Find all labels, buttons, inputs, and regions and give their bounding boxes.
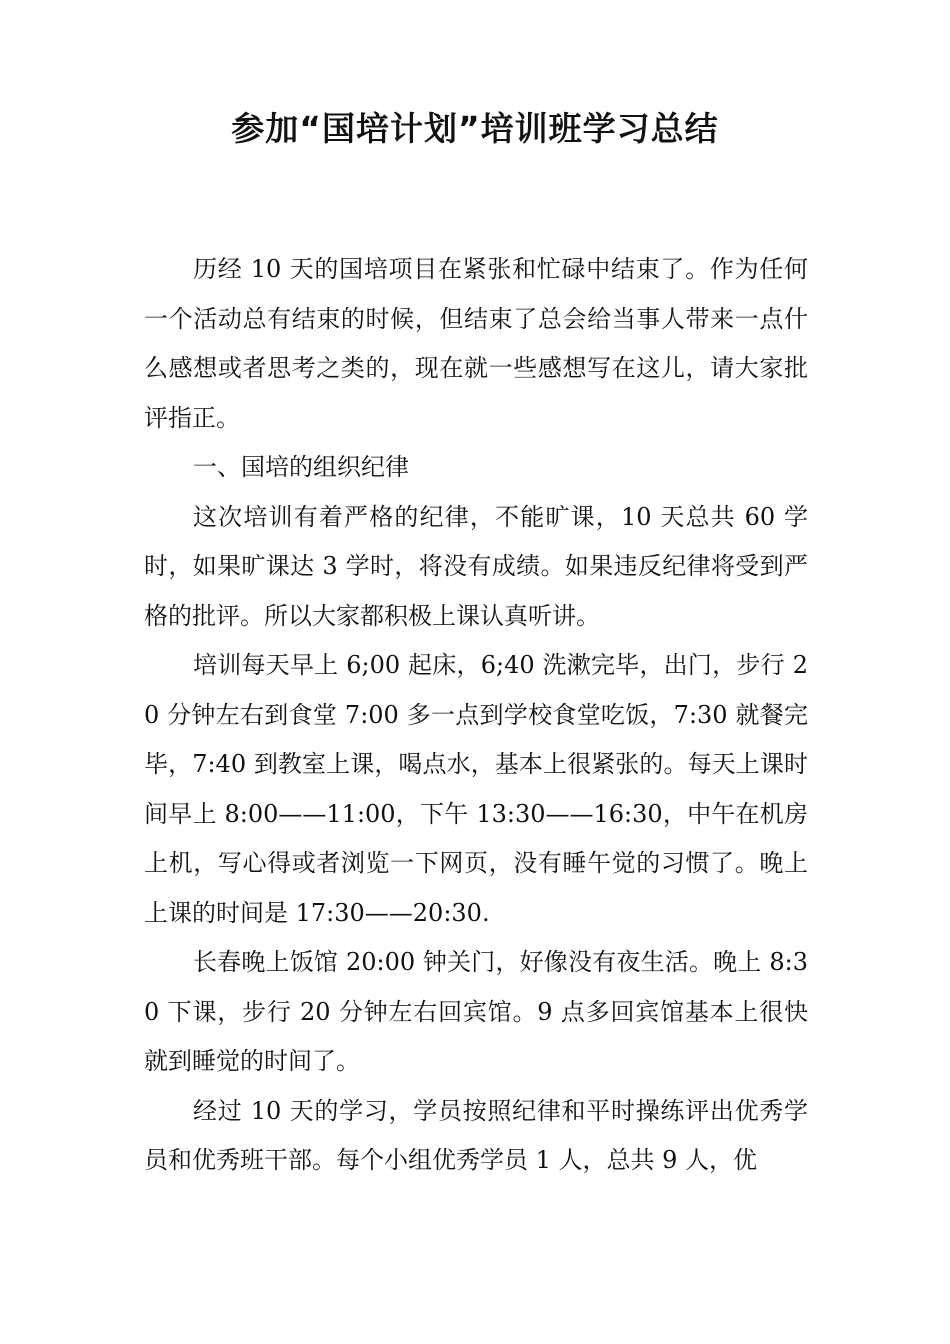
document-title: 参加“国培计划”培训班学习总结 [231,109,719,149]
paragraph-intro: 历经 10 天的国培项目在紧张和忙碌中结束了。作为任何一个活动总有结束的时候，但结束了总会给当事人带来一点什么感想或者思考之类的，现在就一些感想写在这儿，请大家批评指正。 [144,255,808,432]
paragraph-daily-schedule: 培训每天早上 6;00 起床，6;40 洗漱完毕，出门，步行 20 分钟左右到食堂 7:00 多一点到学校食堂吃饭，7:30 就餐完毕，7:40 到教室上课，喝点水，基本上很紧张的。每天上课时间早上 8:00——11:00，下午 13:30——16:30，中午在机房上机，写心得或者浏览一下网页，没有睡午觉的习惯了。晚上上课的时间是 17:30——20:30. [144,651,808,927]
section-heading-discipline: 一、国培的组织纪律 [193,453,409,481]
document-body [144,245,808,1186]
paragraph-evening: 长春晚上饭馆 20:00 钟关门，好像没有夜生活。晚上 8:30 下课，步行 20 分钟左右回宾馆。9 点多回宾馆基本上很快就到睡觉的时间了。 [144,948,808,1075]
paragraph-awards: 经过 10 天的学习，学员按照纪律和平时操练评出优秀学员和优秀班干部。每个小组优秀学员 1 人，总共 9 人，优 [144,1096,808,1174]
paragraph-discipline: 这次培训有着严格的纪律，不能旷课，10 天总共 60 学时，如果旷课达 3 学时，将没有成绩。如果违反纪律将受到严格的批评。所以大家都积极上课认真听讲。 [144,502,808,630]
